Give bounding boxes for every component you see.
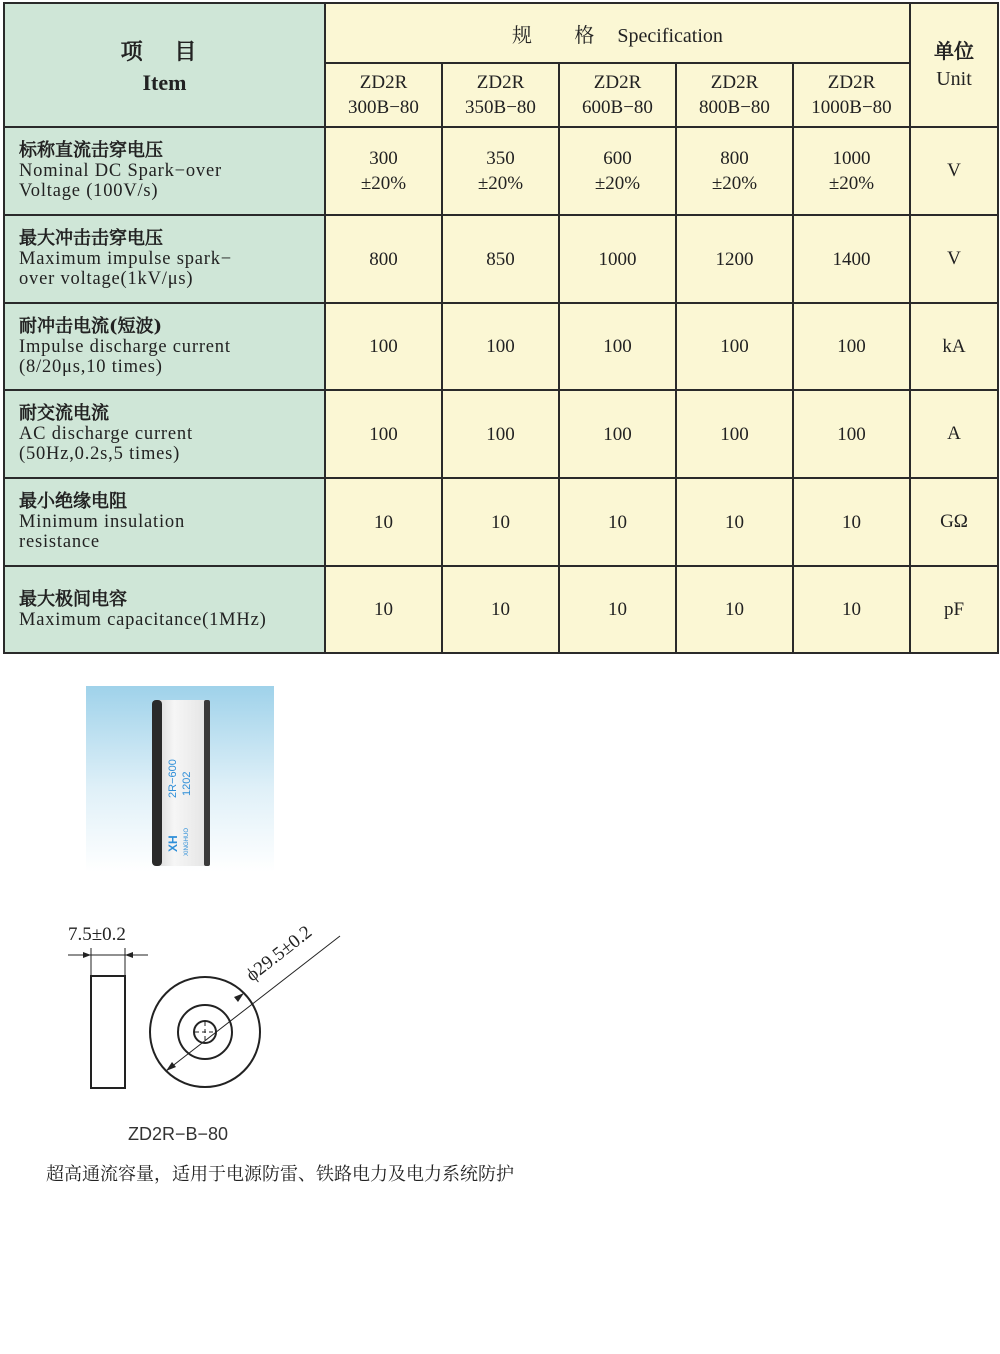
value: 300	[369, 148, 398, 169]
value-cell	[793, 127, 910, 215]
value: 600	[603, 148, 632, 169]
logo-subtext: XINGHUO	[184, 827, 190, 856]
parameter-en: AC discharge current	[19, 424, 193, 444]
parameter-en: Impulse discharge current	[19, 336, 231, 357]
logo-text: XH	[166, 835, 180, 852]
table-row	[4, 303, 998, 390]
value-cell: 100	[442, 303, 559, 390]
parameter-zh: 耐冲击电流(短波)	[19, 315, 163, 337]
dimension-drawing	[40, 900, 400, 1100]
parameter-en: Voltage (100V/s)	[19, 181, 159, 201]
value-cell	[442, 127, 559, 215]
specification-header	[325, 3, 910, 63]
unit-cell: V	[910, 215, 998, 303]
unit-cell: V	[910, 127, 998, 215]
tolerance: ±20%	[477, 173, 524, 194]
unit-cell: kA	[910, 303, 998, 390]
value-cell: 10	[793, 566, 910, 653]
value-cell: 1200	[676, 215, 793, 303]
value-cell: 10	[442, 478, 559, 566]
value-cell	[325, 127, 442, 215]
value-cell: 100	[559, 390, 676, 478]
parameter-cell	[4, 215, 325, 303]
tolerance: ±20%	[594, 173, 641, 194]
model-code: 600B−80	[582, 97, 653, 118]
value-cell: 10	[559, 478, 676, 566]
product-photo	[86, 686, 274, 872]
parameter-en: (8/20μs,10 times)	[19, 356, 163, 377]
parameter-cell	[4, 303, 325, 390]
value-cell: 100	[325, 303, 442, 390]
item-header-en: Item	[142, 69, 187, 95]
value-cell: 100	[676, 390, 793, 478]
model-cell	[325, 63, 442, 127]
item-header-zh: 项 目	[120, 38, 209, 65]
arrow-icon	[83, 952, 91, 958]
parameter-cell	[4, 390, 325, 478]
parameter-cell	[4, 478, 325, 566]
model-name: ZD2R	[827, 72, 876, 93]
arrow-icon	[166, 1062, 176, 1071]
model-cell	[559, 63, 676, 127]
value-cell: 100	[676, 303, 793, 390]
value: 1000	[832, 148, 871, 169]
tolerance: ±20%	[360, 173, 407, 194]
value-cell: 10	[676, 478, 793, 566]
value-cell: 100	[325, 390, 442, 478]
table-row	[4, 478, 998, 566]
print-line-1: 2R−600	[167, 759, 179, 798]
model-name: ZD2R	[359, 72, 408, 93]
diameter-leader	[166, 936, 340, 1071]
value-cell: 10	[793, 478, 910, 566]
model-cell	[676, 63, 793, 127]
parameter-zh: 最小绝缘电阻	[19, 491, 127, 512]
spec-header-zh: 规 格	[512, 22, 613, 47]
value-cell: 100	[793, 390, 910, 478]
model-code: 1000B−80	[811, 97, 892, 118]
model-name: ZD2R	[710, 72, 759, 93]
parameter-en: Maximum impulse spark−	[19, 249, 233, 269]
parameter-en: (50Hz,0.2s,5 times)	[19, 444, 181, 464]
spec-table	[3, 2, 999, 654]
parameter-cell	[4, 566, 325, 653]
value-cell: 800	[325, 215, 442, 303]
value-cell: 850	[442, 215, 559, 303]
thickness-label: 7.5±0.2	[68, 924, 126, 945]
unit-header-en: Unit	[936, 68, 972, 90]
item-header	[4, 3, 325, 127]
value-cell: 1400	[793, 215, 910, 303]
parameter-en: Minimum insulation	[19, 512, 186, 532]
value-cell: 1000	[559, 215, 676, 303]
value: 350	[486, 148, 515, 169]
unit-cell: pF	[910, 566, 998, 653]
table-row	[4, 390, 998, 478]
side-view	[91, 976, 125, 1088]
value: 800	[720, 148, 749, 169]
parameter-zh: 耐交流电流	[19, 403, 109, 424]
model-code: 300B−80	[348, 97, 419, 118]
spec-header-en: Specification	[617, 24, 723, 47]
print-line-2: 1202	[181, 771, 193, 796]
value-cell	[559, 127, 676, 215]
diameter-label: ϕ29.5±0.2	[242, 921, 317, 986]
table-row	[4, 215, 998, 303]
value-cell	[676, 127, 793, 215]
electrode-right	[204, 700, 210, 866]
value-cell: 10	[676, 566, 793, 653]
model-code: 350B−80	[465, 97, 536, 118]
table-row	[4, 566, 998, 653]
product-description: 超高通流容量，适用于电源防雷、铁路电力及电力系统防护	[46, 1164, 514, 1185]
parameter-cell	[4, 127, 325, 215]
model-code: 800B−80	[699, 97, 770, 118]
value-cell: 100	[559, 303, 676, 390]
table-row	[4, 127, 998, 215]
model-cell	[793, 63, 910, 127]
model-code-caption: ZD2R−B−80	[128, 1124, 229, 1144]
model-name: ZD2R	[476, 72, 525, 93]
value-cell: 100	[793, 303, 910, 390]
value-cell: 10	[325, 478, 442, 566]
parameter-en: Maximum capacitance(1MHz)	[19, 609, 267, 630]
tolerance: ±20%	[828, 173, 875, 194]
parameter-zh: 标称直流击穿电压	[19, 140, 163, 161]
unit-header-zh: 单位	[934, 39, 974, 63]
tolerance: ±20%	[711, 173, 758, 194]
value-cell: 100	[442, 390, 559, 478]
value-cell: 10	[559, 566, 676, 653]
arrow-icon	[125, 952, 133, 958]
parameter-en: over voltage(1kV/μs)	[19, 269, 194, 289]
value-cell: 10	[325, 566, 442, 653]
unit-cell: A	[910, 390, 998, 478]
value-cell: 10	[442, 566, 559, 653]
parameter-zh: 最大极间电容	[19, 588, 127, 610]
electrode-left	[152, 700, 162, 866]
parameter-en: Nominal DC Spark−over	[19, 161, 222, 181]
model-name: ZD2R	[593, 72, 642, 93]
model-cell	[442, 63, 559, 127]
unit-cell: GΩ	[910, 478, 998, 566]
parameter-zh: 最大冲击击穿电压	[19, 228, 163, 249]
parameter-en: resistance	[19, 532, 100, 552]
arrow-icon	[234, 993, 244, 1002]
unit-header	[910, 3, 998, 127]
